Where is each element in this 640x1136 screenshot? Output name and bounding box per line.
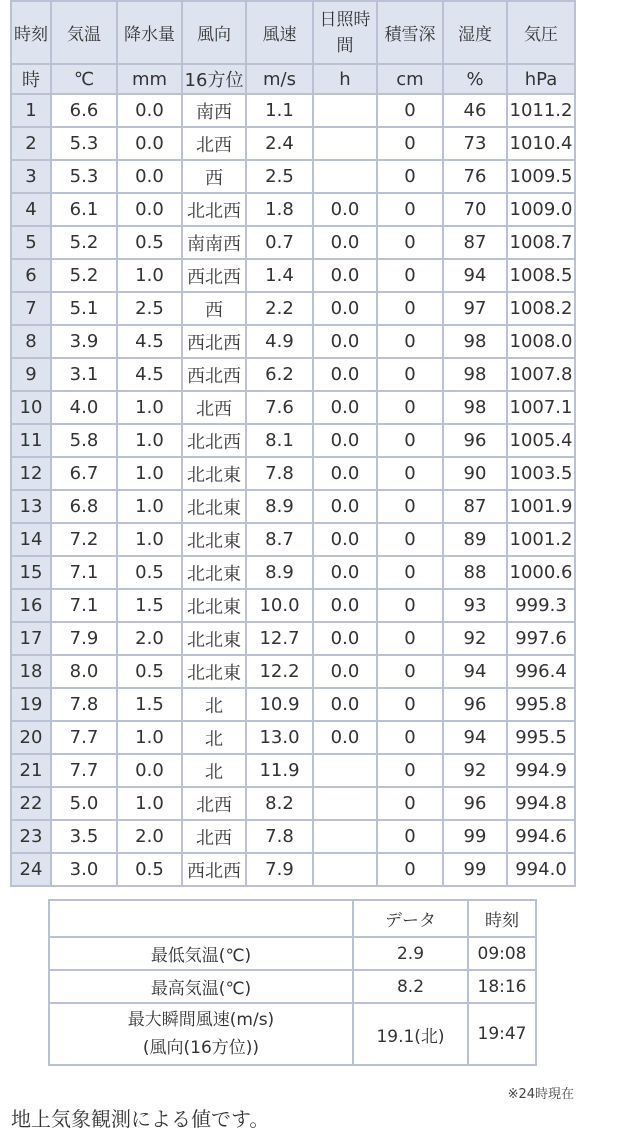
hourly-weather-table [10,0,576,887]
summary-time: 09:08 [468,937,536,970]
cell-wind-direction: 北西 [182,391,246,424]
cell-hour: 16 [11,589,51,622]
cell-precipitation: 0.0 [117,127,182,160]
cell-humidity: 88 [443,556,507,589]
cell-snow-depth: 0 [377,226,443,259]
cell-sunshine [313,94,377,127]
cell-precipitation: 0.5 [117,655,182,688]
cell-wind-speed: 2.2 [246,292,313,325]
cell-sunshine [313,853,377,886]
cell-wind-speed: 7.9 [246,853,313,886]
cell-precipitation: 2.0 [117,622,182,655]
table-row [11,457,575,490]
cell-sunshine: 0.0 [313,358,377,391]
cell-snow-depth: 0 [377,424,443,457]
header-snow-depth: 積雪深 [377,1,443,64]
cell-snow-depth: 0 [377,292,443,325]
cell-wind-speed: 8.7 [246,523,313,556]
cell-temperature: 5.0 [51,787,117,820]
cell-temperature: 3.1 [51,358,117,391]
cell-sunshine: 0.0 [313,655,377,688]
cell-pressure: 1007.8 [507,358,575,391]
table-row [11,193,575,226]
cell-humidity: 92 [443,622,507,655]
cell-sunshine [313,787,377,820]
summary-label: 最高気温(℃) [49,970,353,1003]
cell-humidity: 89 [443,523,507,556]
table-row [11,622,575,655]
cell-humidity: 98 [443,358,507,391]
table-row [11,787,575,820]
cell-pressure: 994.9 [507,754,575,787]
cell-temperature: 7.1 [51,556,117,589]
cell-pressure: 1008.0 [507,325,575,358]
cell-hour: 15 [11,556,51,589]
cell-snow-depth: 0 [377,589,443,622]
summary-label-line1: 最大瞬間風速(m/s) [127,1010,275,1030]
header-wind-speed: 風速 [246,1,313,64]
header-hour: 時刻 [11,1,51,64]
header-row [11,1,575,64]
cell-wind-direction: 北西 [182,820,246,853]
cell-wind-direction: 南南西 [182,226,246,259]
table-row [11,226,575,259]
unit-row [11,64,575,94]
table-row [11,94,575,127]
cell-sunshine: 0.0 [313,556,377,589]
cell-humidity: 99 [443,820,507,853]
cell-temperature: 7.8 [51,688,117,721]
cell-precipitation: 1.0 [117,787,182,820]
cell-snow-depth: 0 [377,820,443,853]
unit-wind-direction: 16方位 [182,64,246,94]
cell-precipitation: 0.5 [117,226,182,259]
cell-hour: 11 [11,424,51,457]
cell-wind-direction: 北北西 [182,424,246,457]
cell-wind-speed: 2.4 [246,127,313,160]
cell-humidity: 93 [443,589,507,622]
table-row [11,424,575,457]
cell-snow-depth: 0 [377,94,443,127]
cell-hour: 9 [11,358,51,391]
cell-precipitation: 4.5 [117,325,182,358]
cell-precipitation: 1.0 [117,259,182,292]
cell-hour: 1 [11,94,51,127]
cell-precipitation: 0.5 [117,853,182,886]
header-temperature: 気温 [51,1,117,64]
summary-time: 19:47 [468,1003,536,1065]
cell-snow-depth: 0 [377,721,443,754]
cell-wind-speed: 4.9 [246,325,313,358]
cell-wind-direction: 北西 [182,127,246,160]
unit-temperature: ℃ [51,64,117,94]
table-row [11,490,575,523]
cell-sunshine: 0.0 [313,391,377,424]
summary-label: 最低気温(℃) [49,937,353,970]
cell-pressure: 1009.0 [507,193,575,226]
cell-hour: 2 [11,127,51,160]
cell-hour: 10 [11,391,51,424]
cell-pressure: 1003.5 [507,457,575,490]
cell-hour: 6 [11,259,51,292]
cell-sunshine: 0.0 [313,589,377,622]
summary-data: 8.2 [353,970,468,1003]
cell-humidity: 94 [443,259,507,292]
table-row [11,655,575,688]
cell-wind-speed: 7.6 [246,391,313,424]
cell-wind-direction: 北北東 [182,622,246,655]
cell-wind-direction: 北 [182,688,246,721]
cell-hour: 20 [11,721,51,754]
cell-snow-depth: 0 [377,655,443,688]
cell-hour: 5 [11,226,51,259]
cell-hour: 22 [11,787,51,820]
cell-pressure: 995.5 [507,721,575,754]
timestamp-note: ※24時現在 [507,1087,574,1102]
header-precipitation: 降水量 [117,1,182,64]
cell-temperature: 3.5 [51,820,117,853]
cell-wind-direction: 北 [182,721,246,754]
cell-wind-direction: 北西 [182,787,246,820]
cell-wind-direction: 北北東 [182,457,246,490]
cell-precipitation: 0.0 [117,160,182,193]
cell-precipitation: 1.0 [117,457,182,490]
cell-humidity: 87 [443,226,507,259]
summary-header-row [49,900,536,937]
cell-snow-depth: 0 [377,688,443,721]
footer-text: 地上気象観測による値です。 [11,1107,270,1131]
cell-temperature: 6.7 [51,457,117,490]
cell-precipitation: 0.0 [117,94,182,127]
cell-wind-speed: 11.9 [246,754,313,787]
cell-sunshine: 0.0 [313,193,377,226]
cell-pressure: 1010.4 [507,127,575,160]
cell-wind-direction: 北北東 [182,556,246,589]
header-humidity: 湿度 [443,1,507,64]
cell-temperature: 5.3 [51,160,117,193]
cell-wind-speed: 1.4 [246,259,313,292]
cell-humidity: 76 [443,160,507,193]
cell-wind-direction: 北 [182,754,246,787]
cell-snow-depth: 0 [377,193,443,226]
cell-sunshine: 0.0 [313,490,377,523]
cell-humidity: 73 [443,127,507,160]
cell-hour: 21 [11,754,51,787]
cell-hour: 4 [11,193,51,226]
table-row [11,127,575,160]
cell-sunshine: 0.0 [313,688,377,721]
cell-temperature: 6.6 [51,94,117,127]
cell-snow-depth: 0 [377,490,443,523]
cell-sunshine [313,127,377,160]
cell-temperature: 8.0 [51,655,117,688]
cell-humidity: 96 [443,787,507,820]
cell-wind-direction: 西北西 [182,358,246,391]
cell-precipitation: 0.0 [117,754,182,787]
cell-humidity: 97 [443,292,507,325]
cell-humidity: 94 [443,721,507,754]
cell-humidity: 92 [443,754,507,787]
cell-wind-speed: 12.2 [246,655,313,688]
cell-wind-speed: 8.9 [246,490,313,523]
table-row [11,358,575,391]
cell-hour: 12 [11,457,51,490]
cell-wind-speed: 6.2 [246,358,313,391]
cell-wind-speed: 1.1 [246,94,313,127]
cell-pressure: 999.3 [507,589,575,622]
cell-pressure: 1005.4 [507,424,575,457]
summary-label-multiline [49,1003,353,1065]
table-row [11,721,575,754]
cell-humidity: 70 [443,193,507,226]
cell-precipitation: 0.0 [117,193,182,226]
cell-humidity: 94 [443,655,507,688]
table-row [11,754,575,787]
cell-hour: 18 [11,655,51,688]
summary-row-max-temp [49,970,536,1003]
cell-sunshine: 0.0 [313,424,377,457]
cell-snow-depth: 0 [377,853,443,886]
cell-hour: 3 [11,160,51,193]
cell-hour: 17 [11,622,51,655]
hourly-table-body [11,94,575,886]
cell-wind-speed: 8.9 [246,556,313,589]
cell-snow-depth: 0 [377,325,443,358]
cell-temperature: 4.0 [51,391,117,424]
cell-sunshine: 0.0 [313,721,377,754]
cell-temperature: 5.3 [51,127,117,160]
cell-humidity: 98 [443,391,507,424]
summary-header-blank [49,900,353,937]
cell-snow-depth: 0 [377,523,443,556]
cell-pressure: 1000.6 [507,556,575,589]
cell-snow-depth: 0 [377,457,443,490]
cell-humidity: 99 [443,853,507,886]
cell-pressure: 997.6 [507,622,575,655]
cell-wind-speed: 12.7 [246,622,313,655]
summary-data: 19.1(北) [353,1003,468,1065]
cell-pressure: 994.8 [507,787,575,820]
cell-wind-speed: 7.8 [246,457,313,490]
cell-sunshine [313,160,377,193]
cell-precipitation: 1.0 [117,490,182,523]
daily-summary-table [48,899,537,1066]
table-row [11,523,575,556]
cell-sunshine: 0.0 [313,325,377,358]
cell-sunshine: 0.0 [313,292,377,325]
cell-pressure: 1008.2 [507,292,575,325]
cell-precipitation: 1.5 [117,589,182,622]
cell-wind-direction: 北北東 [182,490,246,523]
cell-sunshine: 0.0 [313,622,377,655]
cell-wind-direction: 西北西 [182,853,246,886]
table-row [11,820,575,853]
cell-pressure: 1008.5 [507,259,575,292]
cell-hour: 14 [11,523,51,556]
table-row [11,325,575,358]
cell-wind-direction: 南西 [182,94,246,127]
cell-hour: 24 [11,853,51,886]
cell-humidity: 87 [443,490,507,523]
cell-pressure: 1007.1 [507,391,575,424]
unit-pressure: hPa [507,64,575,94]
cell-temperature: 7.9 [51,622,117,655]
cell-wind-speed: 8.1 [246,424,313,457]
unit-hour: 時 [11,64,51,94]
cell-wind-speed: 1.8 [246,193,313,226]
summary-data: 2.9 [353,937,468,970]
cell-precipitation: 1.0 [117,424,182,457]
cell-wind-speed: 2.5 [246,160,313,193]
cell-sunshine [313,754,377,787]
table-row [11,589,575,622]
cell-temperature: 3.0 [51,853,117,886]
cell-snow-depth: 0 [377,787,443,820]
summary-time: 18:16 [468,970,536,1003]
unit-humidity: % [443,64,507,94]
cell-snow-depth: 0 [377,556,443,589]
cell-temperature: 6.8 [51,490,117,523]
cell-temperature: 3.9 [51,325,117,358]
cell-pressure: 1011.2 [507,94,575,127]
cell-temperature: 6.1 [51,193,117,226]
cell-snow-depth: 0 [377,622,443,655]
cell-sunshine: 0.0 [313,457,377,490]
cell-wind-speed: 8.2 [246,787,313,820]
cell-wind-speed: 13.0 [246,721,313,754]
cell-precipitation: 1.5 [117,688,182,721]
summary-row-min-temp [49,937,536,970]
cell-snow-depth: 0 [377,358,443,391]
cell-pressure: 1009.5 [507,160,575,193]
cell-pressure: 996.4 [507,655,575,688]
header-sunshine: 日照時間 [313,1,377,64]
cell-wind-direction: 北北東 [182,655,246,688]
cell-pressure: 994.6 [507,820,575,853]
table-row [11,160,575,193]
cell-temperature: 7.2 [51,523,117,556]
cell-temperature: 7.1 [51,589,117,622]
cell-wind-direction: 西 [182,160,246,193]
cell-humidity: 46 [443,94,507,127]
cell-pressure: 1001.2 [507,523,575,556]
cell-precipitation: 2.0 [117,820,182,853]
cell-hour: 7 [11,292,51,325]
table-row [11,688,575,721]
summary-header-data: データ [353,900,468,937]
cell-snow-depth: 0 [377,160,443,193]
cell-hour: 13 [11,490,51,523]
table-row [11,853,575,886]
cell-hour: 23 [11,820,51,853]
cell-precipitation: 1.0 [117,391,182,424]
cell-precipitation: 0.5 [117,556,182,589]
cell-wind-direction: 北北東 [182,589,246,622]
cell-wind-speed: 10.0 [246,589,313,622]
cell-humidity: 98 [443,325,507,358]
table-row [11,391,575,424]
summary-row-max-gust [49,1003,536,1065]
cell-sunshine: 0.0 [313,226,377,259]
cell-humidity: 90 [443,457,507,490]
cell-precipitation: 1.0 [117,523,182,556]
cell-snow-depth: 0 [377,391,443,424]
cell-pressure: 1001.9 [507,490,575,523]
cell-temperature: 5.2 [51,226,117,259]
summary-header-time: 時刻 [468,900,536,937]
cell-temperature: 7.7 [51,754,117,787]
cell-wind-speed: 7.8 [246,820,313,853]
cell-wind-direction: 西 [182,292,246,325]
cell-temperature: 5.8 [51,424,117,457]
cell-wind-direction: 北北東 [182,523,246,556]
cell-snow-depth: 0 [377,127,443,160]
table-row [11,259,575,292]
table-row [11,556,575,589]
cell-precipitation: 4.5 [117,358,182,391]
cell-humidity: 96 [443,688,507,721]
cell-wind-speed: 10.9 [246,688,313,721]
unit-snow-depth: cm [377,64,443,94]
cell-pressure: 994.0 [507,853,575,886]
cell-sunshine: 0.0 [313,523,377,556]
summary-label-line2: (風向(16方位)) [142,1038,260,1058]
cell-wind-speed: 0.7 [246,226,313,259]
cell-snow-depth: 0 [377,259,443,292]
cell-precipitation: 2.5 [117,292,182,325]
cell-temperature: 7.7 [51,721,117,754]
table-row [11,292,575,325]
cell-wind-direction: 西北西 [182,325,246,358]
cell-humidity: 96 [443,424,507,457]
unit-wind-speed: m/s [246,64,313,94]
cell-hour: 8 [11,325,51,358]
cell-sunshine: 0.0 [313,259,377,292]
cell-sunshine [313,820,377,853]
header-pressure: 気圧 [507,1,575,64]
cell-wind-direction: 西北西 [182,259,246,292]
cell-precipitation: 1.0 [117,721,182,754]
cell-snow-depth: 0 [377,754,443,787]
unit-precipitation: mm [117,64,182,94]
cell-temperature: 5.2 [51,259,117,292]
cell-pressure: 995.8 [507,688,575,721]
header-wind-direction: 風向 [182,1,246,64]
cell-wind-direction: 北北西 [182,193,246,226]
cell-temperature: 5.1 [51,292,117,325]
cell-hour: 19 [11,688,51,721]
cell-pressure: 1008.7 [507,226,575,259]
unit-sunshine: h [313,64,377,94]
